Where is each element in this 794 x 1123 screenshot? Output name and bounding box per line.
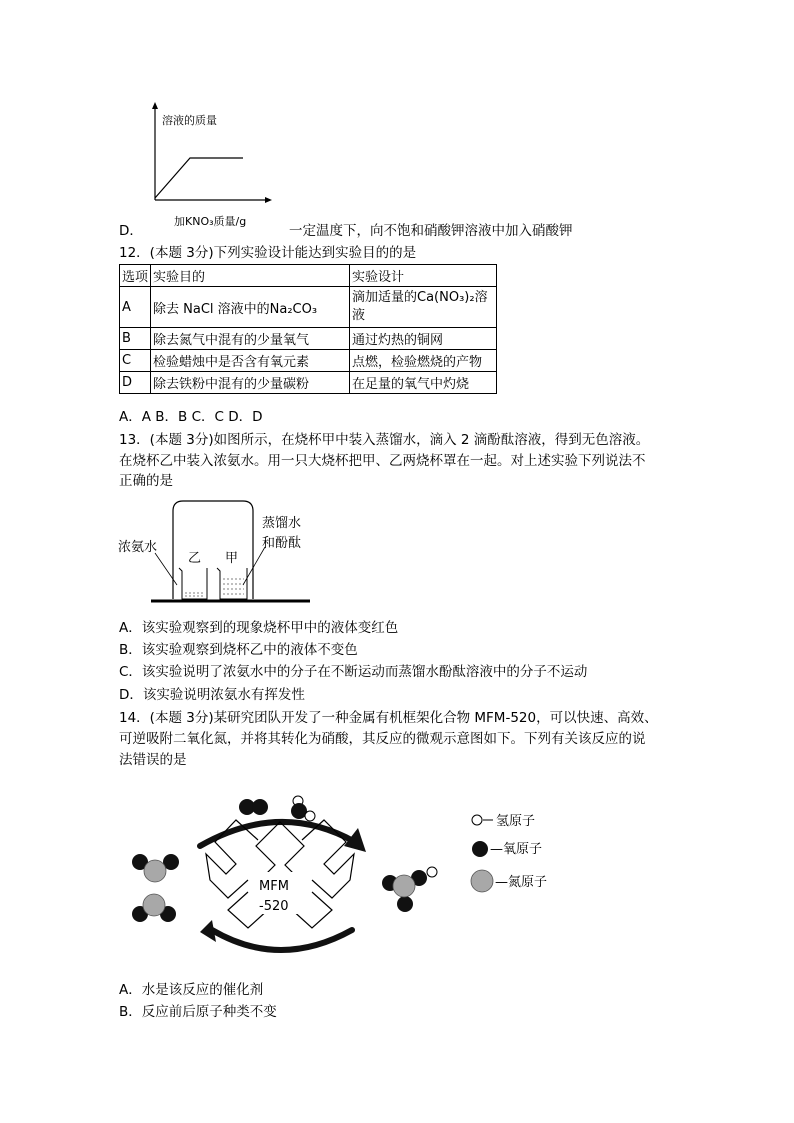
- table-cell: C: [120, 350, 151, 372]
- label-beaker-yi: 乙: [188, 551, 202, 566]
- label-distilled-water: 蒸馏水: [262, 516, 302, 531]
- table-cell: 点燃，检验燃烧的产物: [350, 350, 497, 372]
- table-row: [120, 350, 497, 372]
- legend-hydrogen-atom-icon: [472, 815, 482, 825]
- legend-nitrogen-label: —氮原子: [495, 875, 548, 890]
- mfm-label-line-2: -520: [259, 899, 289, 914]
- table-cell: A: [120, 287, 151, 328]
- table-cell: 除去氮气中混有的少量氧气: [151, 328, 350, 350]
- q13-stem-line-2: 在烧杯乙中装入浓氨水。用一只大烧杯把甲、乙两烧杯罩在一起。对上述实验下列说法不: [119, 453, 646, 469]
- legend-oxygen-label: —氧原子: [490, 842, 543, 857]
- table-cell: 检验蜡烛中是否含有氧元素: [151, 350, 350, 372]
- table-cell: D: [120, 372, 151, 394]
- q13-option-d[interactable]: D．该实验说明浓氨水有挥发性: [119, 687, 305, 703]
- legend-nitrogen-atom-icon: [471, 870, 493, 892]
- solution-mass-graph: [140, 100, 280, 230]
- legend-hydrogen-label: 氢原子: [496, 814, 536, 829]
- header-option: 选项: [120, 265, 151, 287]
- table-cell: 除去 NaCl 溶液中的Na₂CO₃: [151, 287, 350, 328]
- label-concentrated-ammonia: 浓氨水: [118, 540, 158, 555]
- q14-stem-line-1: 14．(本题 3分)某研究团队开发了一种金属有机框架化合物 MFM-520，可以快速、高效、: [119, 710, 658, 726]
- q12-table: [119, 264, 497, 394]
- q14-option-b[interactable]: B．反应前后原子种类不变: [119, 1004, 277, 1020]
- q13-option-c[interactable]: C．该实验说明了浓氨水中的分子在不断运动而蒸馏水酚酞溶液中的分子不运动: [119, 664, 588, 680]
- mfm-label-line-1: MFM: [259, 879, 289, 894]
- header-design: 实验设计: [350, 265, 497, 287]
- table-cell: 在足量的氧气中灼烧: [350, 372, 497, 394]
- table-cell: 除去铁粉中混有的少量碳粉: [151, 372, 350, 394]
- q13-option-b[interactable]: B．该实验观察到烧杯乙中的液体不变色: [119, 642, 358, 658]
- reaction-diagram: [120, 780, 580, 970]
- header-purpose: 实验目的: [151, 265, 350, 287]
- q12-answer-choices[interactable]: A．A B．B C．C D．D: [119, 409, 263, 425]
- q13-stem-line-1: 13．(本题 3分)如图所示，在烧杯甲中装入蒸馏水，滴入 2 滴酚酞溶液，得到无色溶液。: [119, 432, 650, 448]
- q11-option-d-label[interactable]: D．: [119, 223, 143, 239]
- label-beaker-jia: 甲: [225, 551, 239, 566]
- graph-x-label: 加KNO₃质量/g: [174, 215, 247, 228]
- q11-option-d-text: 一定温度下，向不饱和硝酸钾溶液中加入硝酸钾: [289, 223, 573, 239]
- table-cell: B: [120, 328, 151, 350]
- table-row: [120, 328, 497, 350]
- beaker-experiment-figure: [115, 495, 325, 610]
- table-cell: 滴加适量的Ca(NO₃)₂溶液: [350, 287, 497, 328]
- q13-option-a[interactable]: A．该实验观察到的现象烧杯甲中的液体变红色: [119, 620, 399, 636]
- q14-stem-line-3: 法错误的是: [119, 752, 187, 768]
- table-row: [120, 372, 497, 394]
- table-header-row: [120, 265, 497, 287]
- table-row: [120, 287, 497, 328]
- q13-stem-line-3: 正确的是: [119, 473, 173, 489]
- q14-option-a[interactable]: A．水是该反应的催化剂: [119, 982, 264, 998]
- label-phenolphthalein: 和酚酞: [262, 536, 302, 551]
- q14-stem-line-2: 可逆吸附二氧化氮，并将其转化为硝酸，其反应的微观示意图如下。下列有关该反应的说: [119, 731, 646, 747]
- legend-oxygen-atom-icon: [472, 841, 488, 857]
- graph-y-label: 溶液的质量: [162, 114, 217, 127]
- q12-stem: 12．(本题 3分)下列实验设计能达到实验目的的是: [119, 245, 417, 261]
- table-cell: 通过灼热的铜网: [350, 328, 497, 350]
